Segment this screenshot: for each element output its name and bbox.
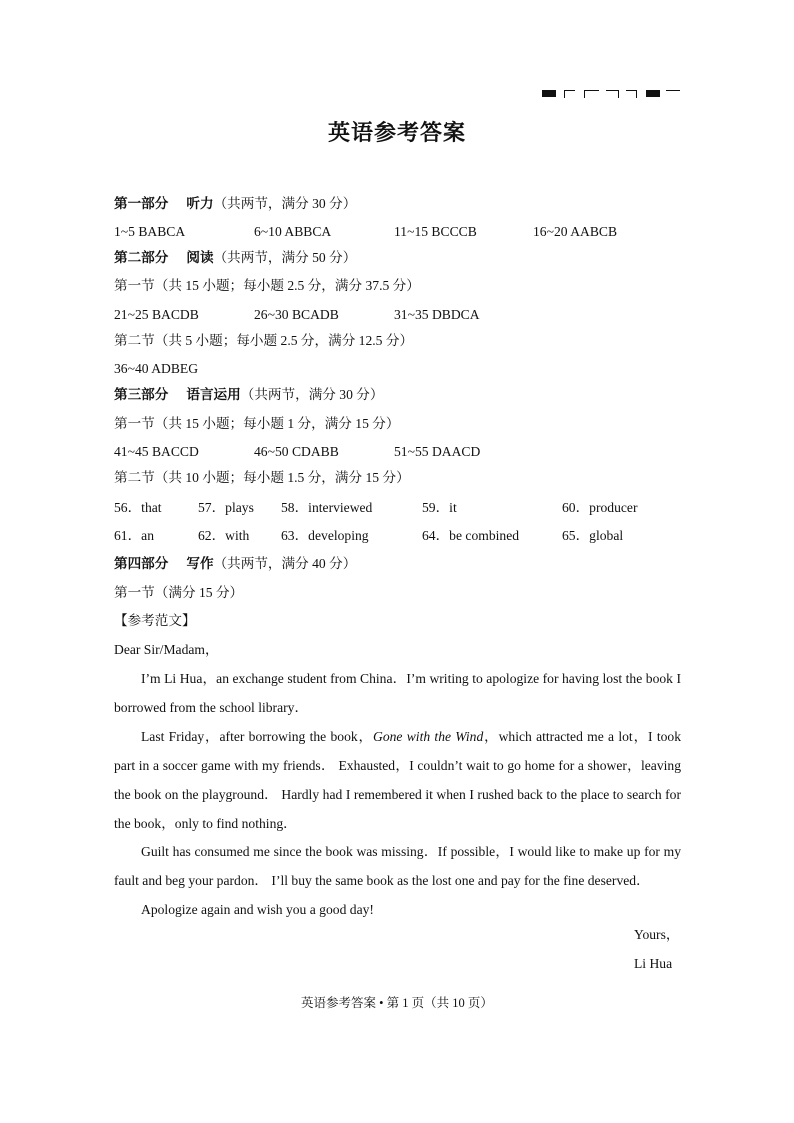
mark-bracket-icon [606, 90, 619, 98]
part2-note: （共两节，满分 50 分） [213, 250, 357, 265]
part4-section1-label: 第一节（满分 15 分） [114, 585, 244, 600]
answer-group: 11~15 BCCCB [394, 224, 477, 239]
part2-heading: 第二部分 [114, 250, 169, 265]
page-footer: 英语参考答案 • 第 1 页（共 10 页） [301, 996, 493, 1010]
mark-block-icon [646, 90, 660, 97]
mark-bracket-icon [564, 90, 575, 98]
blank-answer: 58．interviewed [281, 500, 373, 515]
part2-name: 阅读 [186, 250, 214, 265]
part3-heading: 第三部分 [114, 387, 169, 402]
letter-paragraph-text: Last Friday，after borrowing the book， [141, 729, 374, 744]
letter-paragraph-text: Apologize again and wish you a good day! [141, 902, 374, 917]
letter-paragraph-text: I’m Li Hua，an exchange student from China．I’m writing to apologize for having lost the book I borrowed from the school library． [114, 671, 681, 715]
letter-signature: Li Hua [634, 956, 673, 971]
part4-header [114, 555, 356, 573]
blank-answer: 57．plays [198, 500, 254, 515]
answer-group: 6~10 ABBCA [254, 224, 332, 239]
answer-group: 41~45 BACCD [114, 444, 199, 459]
blank-answer: 63．developing [281, 528, 369, 543]
part1-name: 听力 [186, 196, 214, 211]
part1-heading: 第一部分 [114, 196, 169, 211]
blank-answer: 56．that [114, 500, 162, 515]
part3-name: 语言运用 [186, 387, 241, 402]
part1-note: （共两节，满分 30 分） [213, 196, 357, 211]
blank-answer: 64．be combined [422, 528, 520, 543]
letter-paragraph-text: ，which attracted me a lot，I took part in a soccer game with my friends． Exhausted，I couldn’t wait to go home for a shower，leaving the book on the playground． Hardly had I remembered it when I rushed back to the place to search for the book，only to find nothing． [114, 729, 681, 831]
answer-group: 16~20 AABCB [533, 224, 618, 239]
page-title: 英语参考答案 [327, 120, 466, 146]
letter-paragraph [114, 837, 681, 895]
answer-group: 46~50 CDABB [254, 444, 339, 459]
blank-answer: 61．an [114, 528, 155, 543]
part4-note: （共两节，满分 40 分） [213, 556, 357, 571]
mark-line-icon [666, 90, 680, 98]
letter-paragraph-text: Guilt has consumed me since the book was missing．If possible，I would like to make up for my fault and beg your pardon． I’ll buy the same book as the lost one and pay for the fine deserved． [114, 844, 681, 888]
letter-greeting: Dear Sir/Madam， [114, 642, 219, 657]
part1-header [114, 195, 356, 213]
part4-heading: 第四部分 [114, 556, 169, 571]
sample-essay-label: 【参考范文】 [114, 613, 196, 628]
letter-closing: Yours， [634, 927, 680, 942]
part2-section2-label: 第二节（共 5 小题；每小题 2.5 分，满分 12.5 分） [114, 333, 414, 348]
part3-header [114, 386, 383, 404]
mark-block-icon [542, 90, 556, 97]
answer-group: 26~30 BCADB [254, 307, 339, 322]
answer-group: 21~25 BACDB [114, 307, 199, 322]
part2-header [114, 249, 356, 267]
part3-note: （共两节，满分 30 分） [240, 387, 384, 402]
mark-bracket-icon [584, 90, 599, 98]
blank-answer: 59．it [422, 500, 457, 515]
part4-name: 写作 [186, 556, 214, 571]
blank-answer: 62．with [198, 528, 250, 543]
answer-group: 1~5 BABCA [114, 224, 186, 239]
part3-section2-label: 第二节（共 10 小题；每小题 1.5 分，满分 15 分） [114, 470, 410, 485]
letter-paragraph [114, 895, 681, 924]
answer-group: 31~35 DBDCA [394, 307, 480, 322]
letter-paragraph [114, 722, 681, 838]
blank-answer: 60．producer [562, 500, 638, 515]
book-title: Gone with the Wind [373, 729, 484, 744]
part2-section1-label: 第一节（共 15 小题；每小题 2.5 分，满分 37.5 分） [114, 278, 420, 293]
part3-section1-label: 第一节（共 15 小题；每小题 1 分，满分 15 分） [114, 416, 400, 431]
mark-bracket-icon [626, 90, 637, 98]
answer-group: 51~55 DAACD [394, 444, 481, 459]
blank-answer: 65．global [562, 528, 624, 543]
answer-group: 36~40 ADBEG [114, 361, 199, 376]
letter-paragraph [114, 664, 681, 722]
